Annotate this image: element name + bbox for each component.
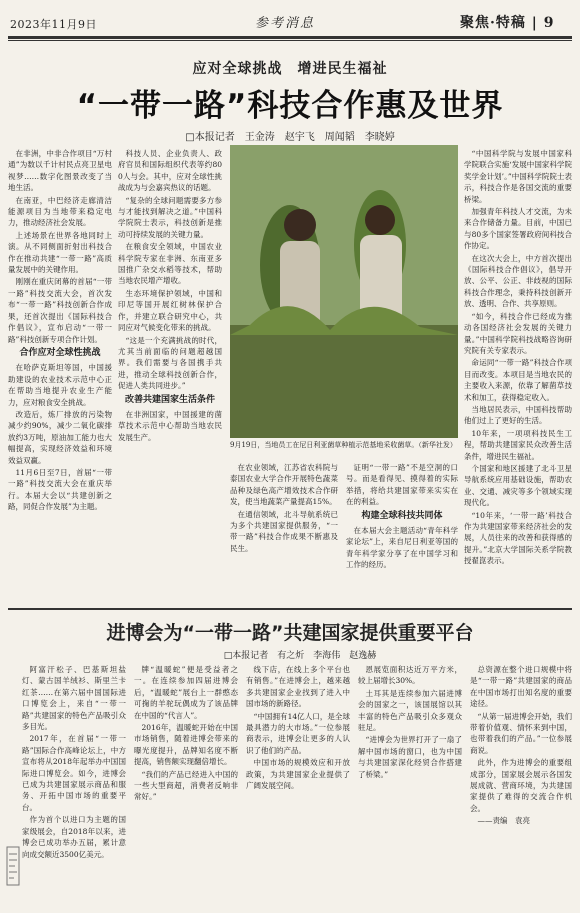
paragraph: 证明“一带一路”不是空洞的口号。而是看得见、摸得着的实际举措，将给共建国家带来实实在在的利益。	[346, 463, 458, 507]
paragraph: “我们的产品已经进入中国的一些大型商超，消费者反响非常好。”	[134, 769, 238, 802]
paragraph: “这是一个充满挑战的时代，尤其当前面临的问题超越国界。我们需要与各国携手共进，推动全球科技创新合作，促进人类共同进步。”	[118, 335, 222, 391]
article1-column-3	[230, 462, 338, 603]
article1-column-4	[346, 462, 458, 603]
paragraph: “如今，科技合作已经成为推动各国经济社会发展的关键力量。”中国科学院科技战略咨询研究院有关专家表示。	[464, 311, 572, 355]
paragraph: “中国拥有14亿人口，是全球最具潜力的大市场。”一位参展商表示，进博会让更多的人认识了他们的产品。	[246, 711, 350, 755]
section-label: 聚焦·特稿 | 9	[460, 15, 555, 31]
paragraph: 恩展览面积达近万平方米，较上届增长30%。	[358, 665, 462, 686]
masthead: 参考消息	[255, 16, 316, 31]
paragraph: 在哈萨克斯坦等国，中国援助建设的农业技术示范中心正在帮助当地提升农业生产能力，应对粮食安全挑战。	[8, 363, 112, 407]
paragraph: “从第一届进博会开始，我们带着价值观、情怀来到中国，也带着我们的产品。”一位参展商说。	[470, 711, 572, 755]
subheading: 构建全球科技共同体	[361, 510, 443, 521]
paragraph: 线下店，在线上多个平台也有销售。”在进博会上，越来越多共建国家企业找到了进入中国市场的新路径。	[246, 665, 350, 709]
article1-column-1	[8, 148, 112, 603]
paragraph: 在通信领域，北斗导航系统已为多个共建国家提供服务，“一带一路”科技合作成果不断惠及民生。	[230, 509, 338, 553]
paragraph: 10年来，一项项科技民生工程，帮助共建国家民众改善生活条件，增进民生福祉。	[464, 428, 572, 461]
paragraph: 命运同“一带一路”科技合作项目而改变。本项目是当地农民的主要收入来源，依靠了解菌草技术和加工，获得稳定收入。	[464, 358, 572, 402]
article2-column-2	[134, 664, 238, 890]
notes-logo-icon	[6, 846, 20, 886]
article2-byline: □本报记者 有之炘 李海伟 赵逸赫	[223, 651, 377, 661]
paragraph: 总资源在整个进口规模中将是“一带一路”共建国家的商品在中国市场打出知名度的重要途径。	[470, 665, 572, 709]
header-rule-thin	[8, 40, 572, 41]
paragraph: 在非洲，中非合作项目“万村通”为数以千计村民点亮卫星电视梦……数字化图景改变了当地生活。	[8, 149, 112, 193]
article2-column-1	[22, 664, 126, 890]
paragraph: 改造后，炼厂排放的污染物减少约90%，减少二氧化碳排放约3万吨，原油加工能力也大幅提高，实现经济效益和环境效益双赢。	[8, 409, 112, 465]
paragraph: 牌“温暖蛇”便是受益者之一。在连续参加四届进博会后，“温暖蛇”展台上一群憨态可掬的羊驼玩偶成为了该品牌在中国的“代言人”。	[134, 665, 238, 720]
paragraph: “进博会为世界打开了一扇了解中国市场的窗口，也为中国与共建国家深化经贸合作搭建了桥梁。”	[358, 735, 462, 779]
paragraph: 在南亚，中巴经济走廊清洁能源项目为当地带来稳定电力，推动经济社会发展。	[8, 195, 112, 228]
paragraph: 11月6日至7日，首届“一带一路”科技交流大会在重庆举行。本届大会以“共建创新之路，同促合作发展”为主题。	[8, 467, 112, 512]
paragraph: 个国家和地区援建了北斗卫星导航系统应用基础设施，帮助农业、交通、减灾等多个领域实现现代化。	[464, 463, 572, 508]
section-divider	[8, 608, 572, 610]
paragraph: 在非洲国家，中国援建的菌草技术示范中心帮助当地农民发展生产。	[118, 409, 222, 442]
article1-column-5	[464, 148, 572, 603]
paragraph: “10年来，‘一带一路’科技合作为共建国家带来经济社会的发展，人员往来的改善和获得感的提升。”北京大学国际关系学院教授翟崑表示。	[464, 510, 572, 566]
issue-date: 2023年11月9日	[10, 18, 97, 31]
paragraph: 当地居民表示，中国科技帮助他们过上了更好的生活。	[464, 404, 572, 426]
paragraph: 在农业领域，江苏省农科院与泰国农业大学合作开展特色蔬菜品种及绿色高产增效技术合作研发，使当地蔬菜产量提高15%。	[230, 463, 338, 507]
paragraph: 在这次大会上，中方首次提出《国际科技合作倡议》，倡导开放、公平、公正、非歧视的国际科技合作理念，秉持科技创新开放、透明、合作、共享原则。	[464, 253, 572, 309]
paragraph: 土耳其是连续参加六届进博会的国家之一，该国展馆以其丰富的特色产品吸引众多观众驻足。	[358, 688, 462, 733]
article2-column-3	[246, 664, 350, 890]
paragraph: 2016年，温暖蛇开始在中国市场销售，随着进博会带来的曝光度提升，品牌知名度不断提高，销售额实现翻倍增长。	[134, 723, 238, 767]
subheading: 改善共建国家生活条件	[124, 394, 215, 405]
article2-title: 进博会为“一带一路”共建国家提供重要平台	[106, 622, 474, 644]
article1-column-2	[118, 148, 222, 603]
article1-title: “一带一路”科技合作惠及世界	[76, 88, 504, 124]
paragraph: 生态环境保护领域，中国和印尼等国开展红树林保护合作，并建立联合研究中心，共同应对气候变化带来的挑战。	[118, 288, 222, 333]
paragraph: 2017年，在首届“一带一路”国际合作高峰论坛上，中方宣布将从2018年起举办中国国际进口博览会。如今，进博会已成为共建国家展示商品和服务、开拓中国市场的重要平台。	[22, 734, 126, 812]
subheading: 合作应对全球性挑战	[19, 347, 101, 358]
article2-column-5	[470, 664, 572, 890]
photo-caption: 9月19日，当地员工在尼日利亚菌草种植示范基地采收菌草。（新华社发）	[230, 441, 457, 449]
paragraph: 科技人员、企业负责人、政府官员和国际组织代表等约800人与会。其中，应对全球性挑战成为与会嘉宾热议的话题。	[118, 149, 222, 193]
paragraph: 上述场景在世界各地同时上演。从不同侧面折射出科技合作在推动共建“一带一路”高质量发展中的关键作用。	[8, 230, 112, 275]
paragraph: 加强青年科技人才交流，为未来合作储备力量。目前，中国已与80多个国家签署政府间科技合作协定。	[464, 207, 572, 251]
reporter-notes-logo	[6, 846, 20, 886]
paragraph: 在粮食安全领域，中国农业科学院专家在非洲、东南亚多国推广杂交水稻等技术，帮助当地农民增产增收。	[118, 242, 222, 286]
article1-byline: □本报记者 王金涛 赵宇飞 周闻韬 李晓婷	[185, 132, 395, 143]
article1-subtitle: 应对全球挑战 增进民生福祉	[192, 61, 388, 77]
photo-illustration	[230, 145, 458, 438]
paragraph: 此外，作为进博会的重要组成部分，国家展会展示各国发展成就、营商环境，为共建国家提供了难得的交流合作机会。	[470, 758, 572, 813]
paragraph: 阿富汗松子、巴基斯坦盐灯、蒙古国羊绒衫、斯里兰卡红茶……在第六届中国国际进口博览会上，来自“一带一路”共建国家的特色产品吸引众多目光。	[22, 665, 126, 732]
header-rule	[8, 36, 572, 39]
article2-column-4	[358, 664, 462, 890]
paragraph: 中国市场的规模效应和开放政策，为共建国家企业提供了广阔发展空间。	[246, 758, 350, 791]
paragraph: 作为首个以进口为主题的国家级展会，自2018年以来，进博会已成功举办五届，累计意向成交额近3500亿美元。	[22, 815, 126, 859]
paragraph: 刚刚在重庆闭幕的首届“一带一路”科技交流大会，首次发布“一带一路”科技创新合作成果，还首次提出《国际科技合作倡议》，宣布启动“一带一路”科技创新专项合作计划。	[8, 277, 112, 344]
paragraph: “中国科学院与发展中国家科学院联合实施‘发展中国家科学院奖学金计划’。”中国科学院院士表示，科技合作是各国交流的重要桥梁。	[464, 149, 572, 204]
paragraph: ——责编 袁亮	[477, 816, 530, 826]
news-photo	[230, 145, 458, 438]
paragraph: 在本届大会主题活动“青年科学家论坛”上，来自尼日利亚等国的青年科学家分享了在中国学习和工作的经历。	[346, 526, 458, 570]
paragraph: “复杂的全球问题需要多方参与才能找到解决之道。”中国科学院院士表示，科技创新是推动可持续发展的关键力量。	[118, 195, 222, 239]
